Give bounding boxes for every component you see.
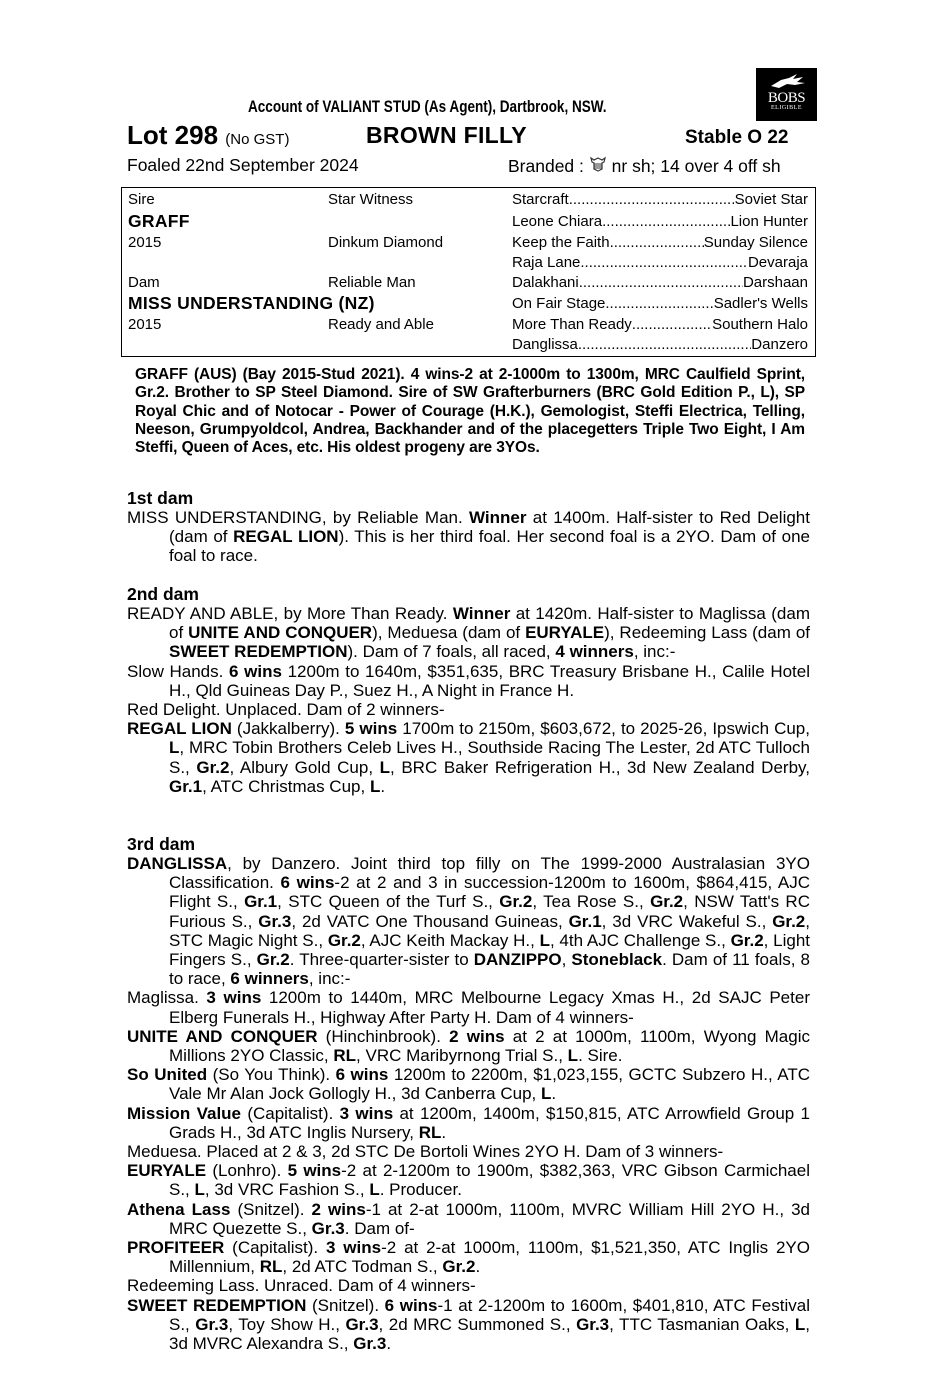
- dam-year: 2015: [128, 316, 162, 333]
- lot-label: Lot 298: [127, 120, 219, 150]
- section-heading: 1st dam: [127, 488, 194, 508]
- gen3-row: [512, 254, 808, 271]
- pedigree-table: [121, 187, 816, 357]
- section-heading: 2nd dam: [127, 584, 199, 604]
- progeny-entry: SWEET REDEMPTION (Snitzel). 6 wins-1 at 2-1200m to 1600m, $401,810, ATC Festival S., Gr.3, Toy Show H., Gr.3, 2d MRC Summoned S., Gr.3, TTC Tasmanian Oaks, L, 3d MVRC Alexandra S., Gr.3.: [127, 1295, 810, 1354]
- gen3-horse: Danglissa: [512, 336, 578, 353]
- sex-colour: BROWN FILLY: [366, 122, 527, 148]
- progeny-entry: Mission Value (Capitalist). 3 wins at 1200m, 1400m, $150,815, ATC Arrowfield Group 1 Grads H., 3d ATC Inglis Nursery, RL.: [127, 1103, 810, 1142]
- foaled-date: Foaled 22nd September 2024: [127, 155, 359, 175]
- first-dam-section: [127, 488, 810, 566]
- dam-paragraph: DANGLISSA, by Danzero. Joint third top filly on The 1999-2000 Australasian 3YO Classification. 6 wins-2 at 2 and 3 in succession-1200m to 1600m, $864,415, AJC Flight S., Gr.1, STC Queen of the Turf S., Gr.2, Tea Rose S., Gr.2, NSW Tatt's RC Furious S., Gr.3, 2d VATC One Thousand Guineas, Gr.1, 3d VRC Wakeful S., Gr.2, STC Magic Night S., Gr.2, AJC Keith Mackay H., L, 4th AJC Challenge S., Gr.2, Light Fingers S., Gr.2. Three-quarter-sister to DANZIPPO, Stoneblack. Dam of 11 foals, 8 to race, 6 winners, inc:-: [127, 854, 811, 989]
- gen3-sire: Sunday Silence: [703, 234, 808, 251]
- gen3-sire: Southern Halo: [712, 316, 808, 333]
- progeny-entry: PROFITEER (Capitalist). 3 wins-2 at 2-at 1000m, 1100m, $1,521,350, ATC Inglis 2YO Millennium, RL, 2d ATC Todman S., Gr.2.: [127, 1238, 810, 1277]
- sire-label: Sire: [128, 191, 155, 208]
- branded-info: [508, 155, 781, 177]
- third-dam-section: [127, 834, 810, 1353]
- gen3-sire: Soviet Star: [734, 191, 808, 208]
- logo-title: BOBS: [767, 90, 806, 106]
- gen3-horse: Raja Lane: [512, 254, 581, 271]
- second-dam-section: [127, 584, 810, 796]
- gen3-sire: Sadler's Wells: [713, 295, 808, 312]
- dam-label: Dam: [128, 274, 160, 291]
- gen3-horse: Keep the Faith: [512, 234, 610, 251]
- vendor-account: Account of VALIANT STUD (As Agent), Dartbrook, NSW.: [248, 98, 607, 116]
- progeny-entry: Red Delight. Unplaced. Dam of 2 winners-: [127, 700, 445, 720]
- dam-paragraph: MISS UNDERSTANDING, by Reliable Man. Winner at 1400m. Half-sister to Red Delight (dam of REGAL LION). This is her third foal. Her second foal is a 2YO. Dam of one foal to race.: [127, 508, 810, 566]
- progeny-entry: Redeeming Lass. Unraced. Dam of 4 winners-: [127, 1276, 476, 1296]
- progeny-entry: EURYALE (Lonhro). 5 wins-2 at 2-1200m to 1900m, $382,363, VRC Gibson Carmichael S., L, 3d VRC Fashion S., L. Producer.: [127, 1161, 810, 1200]
- gen3-row: [512, 295, 808, 312]
- gen3-horse: On Fair Stage: [512, 295, 606, 312]
- gen3-row: [512, 234, 808, 251]
- brand-mark-icon: [589, 155, 607, 173]
- gst-note: (No GST): [225, 131, 290, 148]
- progeny-entry: Athena Lass (Snitzel). 2 wins-1 at 2-at 1000m, 1100m, MVRC William Hill 2YO H., 3d MRC Quezette S., Gr.3. Dam of-: [127, 1199, 810, 1238]
- gen3-row: [512, 274, 808, 291]
- bobs-eligible-logo: [756, 68, 817, 121]
- gen3-row: [512, 336, 808, 353]
- lot-number: [127, 120, 289, 151]
- logo-subtitle: ELIGIBLE: [771, 105, 802, 111]
- sire-summary: GRAFF (AUS) (Bay 2015-Stud 2021). 4 wins-2 at 2-1000m to 1300m, MRC Caulfield Sprint, Gr.2. Brother to SP Steel Diamond. Sire of SW Grafterburners (BRC Gold Edition P., L), SP Royal Chic and of Notocar - Power of Courage (H.K.), Gemologist, Steffi Electrica, Telling, Neeson, Grumpyoldcol, Andrea, Backhander and of the placegetters Triple Two Eight, I Am Steffi, Queen of Aces, etc. His oldest progeny are 3YOs.: [135, 366, 805, 457]
- section-heading: 3rd dam: [127, 834, 196, 854]
- gen3-horse: Dalakhani: [512, 274, 579, 291]
- gen3-row: [512, 191, 808, 208]
- gen3-horse: Leone Chiara: [512, 213, 603, 230]
- horse-head-icon: [767, 72, 807, 90]
- progeny-entry: Meduesa. Placed at 2 & 3, 2d STC De Bortoli Wines 2YO H. Dam of 3 winners-: [127, 1142, 724, 1162]
- progeny-entry: Maglissa. 3 wins 1200m to 1440m, MRC Melbourne Legacy Xmas H., 2d SAJC Peter Elberg Funerals H., Highway After Party H. Dam of 4 winners-: [127, 988, 810, 1027]
- sires-dam: Dinkum Diamond: [328, 234, 444, 251]
- sires-sire: Star Witness: [328, 191, 414, 208]
- progeny-entry: UNITE AND CONQUER (Hinchinbrook). 2 wins at 2 at 1000m, 1100m, Wyong Magic Millions 2YO Classic, RL, VRC Maribyrnong Trial S., L. Sire.: [127, 1026, 810, 1066]
- gen3-row: [512, 213, 808, 230]
- gen3-sire: Devaraja: [747, 254, 808, 271]
- branded-label: Branded :: [508, 156, 584, 176]
- sire-name: GRAFF: [128, 211, 190, 231]
- branded-text: nr sh; 14 over 4 off sh: [611, 156, 781, 176]
- gen3-sire: Lion Hunter: [730, 213, 808, 230]
- gen3-horse: Starcraft: [512, 191, 569, 208]
- progeny-entry: Slow Hands. 6 wins 1200m to 1640m, $351,635, BRC Treasury Brisbane H., Calile Hotel H., Qld Guineas Day P., Suez H., A Night in France H.: [127, 661, 811, 700]
- gen3-row: [512, 316, 808, 333]
- gen3-horse: More Than Ready: [512, 316, 632, 333]
- dam-paragraph: READY AND ABLE, by More Than Ready. Winner at 1420m. Half-sister to Maglissa (dam of UNITE AND CONQUER), Meduesa (dam of EURYALE), Redeeming Lass (dam of SWEET REDEMPTION). Dam of 7 foals, all raced, 4 winners, inc:-: [127, 604, 811, 662]
- dam-name: MISS UNDERSTANDING (NZ): [128, 293, 375, 313]
- progeny-entry: REGAL LION (Jakkalberry). 5 wins 1700m to 2150m, $603,672, to 2025-26, Ipswich Cup, L, MRC Tobin Brothers Celeb Lives H., Southside Racing The Lester, 2d ATC Tulloch S., Gr.2, Albury Gold Cup, L, BRC Baker Refrigeration H., 3d New Zealand Derby, Gr.1, ATC Christmas Cup, L.: [127, 719, 810, 796]
- sire-year: 2015: [128, 234, 162, 251]
- dams-sire: Reliable Man: [328, 274, 416, 291]
- gen3-sire: Danzero: [751, 336, 808, 353]
- gen3-sire: Darshaan: [742, 274, 808, 291]
- progeny-entry: So United (So You Think). 6 wins 1200m to 2200m, $1,023,155, GCTC Subzero H., ATC Vale Mr Alan Jock Gollogly H., 3d Canberra Cup, L.: [127, 1065, 810, 1104]
- dams-dam: Ready and Able: [328, 316, 434, 333]
- stable-number: Stable O 22: [685, 127, 789, 148]
